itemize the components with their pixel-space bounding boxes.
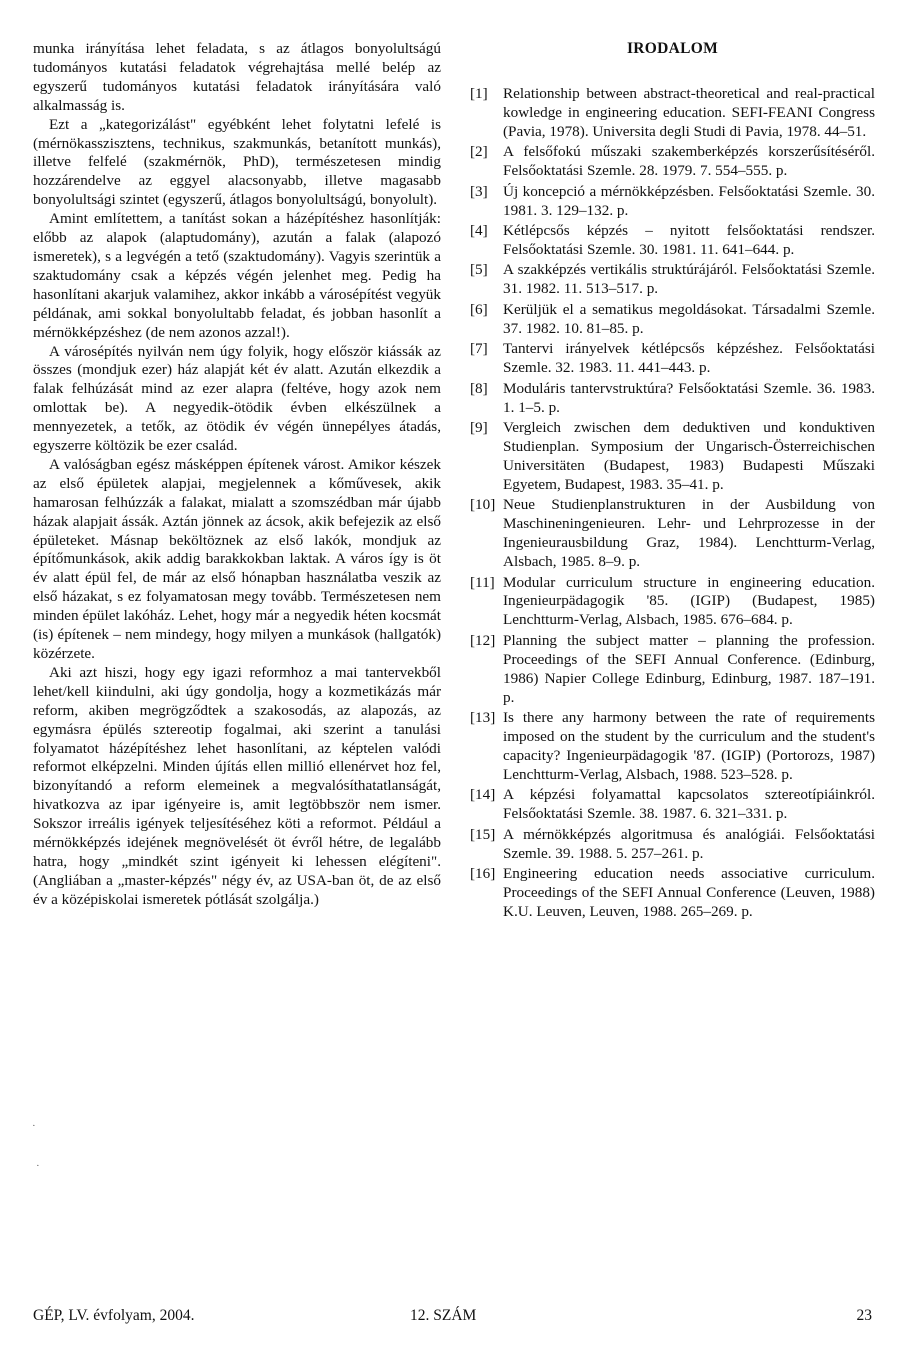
reference-text: Relationship between abstract-theoretical and real-practical kowledge in engineering education. SEFI-FEANI Congress (Pavia, 1978). Universita degli Studi di Pavia, 1978. 44–51. xyxy=(503,84,875,140)
reference-item xyxy=(470,496,875,572)
reference-text: Modular curriculum structure in engineering education. Ingenieurpädagogik '85. (IGIP) (Budapest, 1985) Lenchtturm-Verlag, Alsbach, 1985. 676–684. p. xyxy=(503,573,875,629)
reference-item xyxy=(470,632,875,708)
reference-text: Új koncepció a mérnökképzésben. Felsőoktatási Szemle. 30. 1981. 3. 129–132. p. xyxy=(503,182,875,219)
reference-item xyxy=(470,143,875,181)
reference-number: [11] xyxy=(470,573,495,591)
reference-text: Planning the subject matter – planning the profession. Proceedings of the SEFI Annual Conference. (Edinburg, 1986) Napier College Edinburg, Edinburg, 1987. 187–191. p. xyxy=(503,631,875,706)
footer-journal: GÉP, LV. évfolyam, 2004. xyxy=(33,1307,195,1324)
reference-number: [14] xyxy=(470,786,496,804)
body-paragraph-5: A valóságban egész másképpen építenek várost. Amikor készek az első épületek alapjai, megjelennek a kőművesek, akik hamarosan felhúzzák a falakat, mialatt a szomszédban már újabb házak alapjait ássák. Aztán jönnek az ácsok, akik befejezik az első épületeket. Másnap beköltöznek az első lakók, mondjuk az építőmunkások, akik addig barakkokban laktak. A város így is öt év alatt épül fel, de már az első hónapban használatba veszik az első házakat, s ez folyamatosan megy tovább. Természetesen nem minden épület lakóház. Lehet, hogy már a negyedik héten kocsmát (is) építenek – nem mindegy, hogy milyen a munkások (hallgatók) közérzete. xyxy=(33,455,441,662)
footer-issue: 12. SZÁM xyxy=(410,1307,477,1324)
reference-text: Neue Studienplanstrukturen in der Ausbildung von Maschineningenieuren. Lehr- und Lehrprozesse in der Ingenieurausbildung Graz, 1984). Lenchtturm-Verlag, Alsbach, 1985. 8–9. p. xyxy=(503,496,875,570)
reference-item xyxy=(470,709,875,785)
body-paragraph-2: Ezt a „kategorizálást" egyébként lehet folytatni lefelé is (mérnökasszisztens, technikus, szakmunkás, betanított munkás), illetve felfelé (szakmérnök, PhD), természetesen mindig hozzárendelve az eggyel alacsonyabb, illetve magasabb bonyolultsági szintet (egyszerű, átlagos bonyolultságú, bonyolult). xyxy=(33,115,441,209)
scan-speck: · xyxy=(36,1160,40,1172)
reference-text: A képzési folyamattal kapcsolatos sztereotípiáinkról. Felsőoktatási Szemle. 38. 1987. 6. 321–331. p. xyxy=(503,786,875,823)
reference-number: [13] xyxy=(470,709,496,727)
reference-item xyxy=(470,85,875,142)
reference-number: [6] xyxy=(470,300,488,318)
reference-item xyxy=(470,380,875,418)
reference-number: [7] xyxy=(470,340,488,358)
body-paragraph-4: A városépítés nyilván nem úgy folyik, hogy először kiássák az összes (mondjuk ezer) ház alapját két év alatt. Azután elkezdik a falak felhúzását mind az ezer alapra (feltéve, hogy azok nem omlottak be). A negyedik-ötödik évben elkészülnek a mennyezetek, a tetők, az ötödik év végén ünnepélyes átadás, egyszerre költözik be ezer család. xyxy=(33,342,441,455)
reference-number: [3] xyxy=(470,182,488,200)
reference-item xyxy=(470,865,875,922)
reference-text: Kerüljük el a sematikus megoldásokat. Társadalmi Szemle. 37. 1982. 10. 81–85. p. xyxy=(503,300,875,337)
reference-number: [8] xyxy=(470,379,488,397)
reference-item xyxy=(470,786,875,824)
body-paragraph-3: Amint említettem, a tanítást sokan a házépítéshez hasonlítják: előbb az alapok (alaptudomány), azután a falak (alapozó ismeretek), s a legvégén a tető (szaktudomány). Vagyis szerintük a szaktudomány csak a képzés végén jelenhet meg. Pedig ha hasonlítani akarjuk valamihez, akkor inkább a városépítést vegyük példának, ami sokkal bonyolultabb feladat, és jobban hasonlít a mérnökképzéshez (de nem azonos azzal!). xyxy=(33,210,441,341)
reference-item xyxy=(470,574,875,631)
references-heading: IRODALOM xyxy=(626,40,719,57)
scan-speck: · xyxy=(32,1120,36,1132)
reference-item xyxy=(470,261,875,299)
reference-text: Moduláris tantervstruktúra? Felsőoktatási Szemle. 36. 1983. 1. 1–5. p. xyxy=(503,379,875,416)
reference-text: A szakképzés vertikális struktúrájáról. Felsőoktatási Szemle. 31. 1982. 11. 513–517. p. xyxy=(503,261,875,298)
reference-text: Kétlépcsős képzés – nyitott felsőoktatási rendszer. Felsőoktatási Szemle. 30. 1981. 11. 641–644. p. xyxy=(503,222,875,258)
reference-number: [12] xyxy=(470,631,496,649)
reference-number: [4] xyxy=(470,222,488,240)
reference-number: [2] xyxy=(470,143,488,161)
reference-item xyxy=(470,826,875,864)
reference-number: [1] xyxy=(470,84,488,102)
reference-item xyxy=(470,183,875,221)
reference-number: [5] xyxy=(470,261,488,279)
reference-list xyxy=(470,85,875,922)
reference-item xyxy=(470,340,875,378)
reference-text: A mérnökképzés algoritmusa és analógiái. Felsőoktatási Szemle. 39. 1988. 5. 257–261. p. xyxy=(503,825,875,862)
reference-number: [10] xyxy=(470,496,496,514)
reference-text: Tantervi irányelvek kétlépcsős képzéshez. Felsőoktatási Szemle. 32. 1983. 11. 441–443. p. xyxy=(503,340,875,377)
reference-number: [16] xyxy=(470,865,496,883)
reference-item xyxy=(470,301,875,339)
reference-number: [15] xyxy=(470,825,496,843)
reference-number: [9] xyxy=(470,419,488,437)
reference-text: Vergleich zwischen dem deduktiven und konduktiven Studienplan. Symposium der Ungarisch-Österreichischen Universitäten (Budapest, 1983) Budapesti Műszaki Egyetem, Budapest, 1983. 35–41. p. xyxy=(503,419,875,493)
page-number: 23 xyxy=(856,1307,872,1324)
reference-item xyxy=(470,419,875,495)
body-paragraph-1: munka irányítása lehet feladata, s az átlagos bonyolultságú tudományos kutatási feladatok végrehajtása mellé belép az egyszerű tudományos kutatási feladatok irányítására való alkalmasság is. xyxy=(33,40,441,114)
reference-text: A felsőfokú műszaki szakemberképzés korszerűsítéséről. Felsőoktatási Szemle. 28. 1979. 7. 554–555. p. xyxy=(503,143,875,180)
reference-text: Is there any harmony between the rate of requirements imposed on the student by the curriculum and the student's capacity? Ingenieurpädagogik '87. (IGIP) (Portorozs, 1987) Lenchtturm-Verlag, Alsbach, 1988. 523–528. p. xyxy=(503,709,875,783)
left-column xyxy=(33,40,441,910)
body-paragraph-6: Aki azt hiszi, hogy egy igazi reformhoz a mai tantervekből lehet/kell kiindulni, aki úgy gondolja, hogy a kozmetikázás már reform, akiben megrögződtek a szakosodás, az alapozás, az egymásra épülés sztereotip fogalmai, aki szerint a tanulási folyamatot házépítéshez lehet hasonlítani, az képtelen valódi reformot elképzelni. Minden újítás ellen millió ellenérvet hoz fel, bizonyítandó a reform elemeinek a megvalósíthatatlanságát, hivatkozva az ipar igényeire is, amit legtöbbször nem ismer. Sokszor irreális igények teljesítéséhez köti a reformot. Például a mérnökképzés idejének megnövelését öt évről hétre, de legalább hatra, hogy „mindkét szint igényeit ki lehessen elégíteni". (Angliában a „master-képzés" négy év, az USA-ban öt, de az első év a középiskolai ismeretek pótlását szolgálja.) xyxy=(33,663,441,908)
references-column xyxy=(470,40,875,923)
reference-item xyxy=(470,222,875,260)
reference-text: Engineering education needs associative curriculum. Proceedings of the SEFI Annual Conference (Leuven, 1988) K.U. Leuven, Leuven, 1988. 265–269. p. xyxy=(503,865,875,920)
